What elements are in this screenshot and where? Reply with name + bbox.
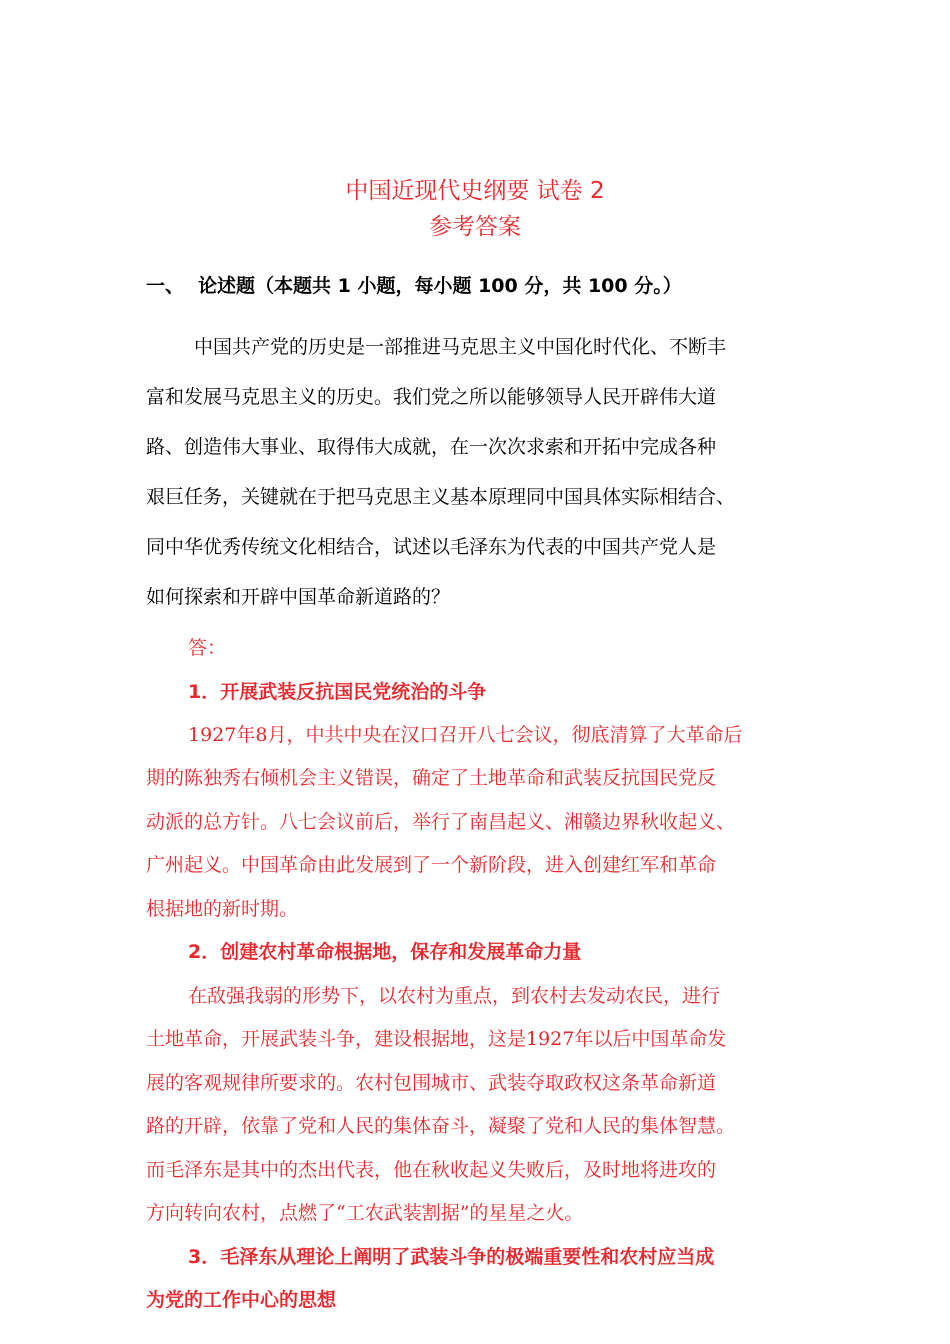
answer-point-heading: 3．毛泽东从理论上阐明了武装斗争的极端重要性和农村应当成 [188,1246,715,1268]
answer-line: 方向转向农村，点燃了“工农武装割据”的星星之火。 [146,1202,584,1224]
answer-line: 期的陈独秀右倾机会主义错误，确定了土地革命和武装反抗国民党反 [146,767,717,789]
answer-line: 根据地的新时期。 [146,898,299,920]
answer-point-heading: 2．创建农村革命根据地，保存和发展革命力量 [188,941,582,963]
answer-line: 1927年8月，中共中央在汉口召开八七会议，彻底清算了大革命后 [188,724,743,746]
answer-line: 在敌强我弱的形势下，以农村为重点，到农村去发动农民，进行 [188,985,721,1007]
answer-line: 广州起义。中国革命由此发展到了一个新阶段，进入创建红军和革命 [146,854,717,876]
question-line: 富和发展马克思主义的历史。我们党之所以能够领导人民开辟伟大道 [146,386,717,408]
answer-point-heading: 为党的工作中心的思想 [146,1289,337,1311]
question-line: 中国共产党的历史是一部推进马克思主义中国化时代化、不断丰 [194,336,727,358]
question-line: 如何探索和开辟中国革命新道路的？ [146,586,451,608]
answer-line: 而毛泽东是其中的杰出代表，他在秋收起义失败后，及时地将进攻的 [146,1159,717,1181]
answer-line: 土地革命，开展武装斗争，建设根据地，这是1927年以后中国革命发 [146,1028,727,1050]
answer-line: 展的客观规律所要求的。农村包围城市、武装夺取政权这条革命新道 [146,1072,717,1094]
answer-line: 动派的总方针。八七会议前后，举行了南昌起义、湘赣边界秋收起义、 [146,811,736,833]
answer-point-heading: 1．开展武装反抗国民党统治的斗争 [188,681,487,703]
section-heading-text: 论述题（本题共 1 小题，每小题 100 分，共 100 分。） [198,275,682,297]
exam-subtitle: 参考答案 [429,214,521,240]
question-line: 路、创造伟大事业、取得伟大成就，在一次次求索和开拓中完成各种 [146,436,717,458]
exam-title: 中国近现代史纲要 试卷 2 [345,178,605,204]
question-line: 艰巨任务，关键就在于把马克思主义基本原理同中国具体实际相结合、 [146,486,736,508]
answer-label: 答： [188,637,227,659]
section-heading [146,272,682,300]
question-line: 同中华优秀传统文化相结合，试述以毛泽东为代表的中国共产党人是 [146,536,717,558]
answer-line: 路的开辟，依靠了党和人民的集体奋斗，凝聚了党和人民的集体智慧。 [146,1115,736,1137]
section-number: 一、 [146,275,185,297]
